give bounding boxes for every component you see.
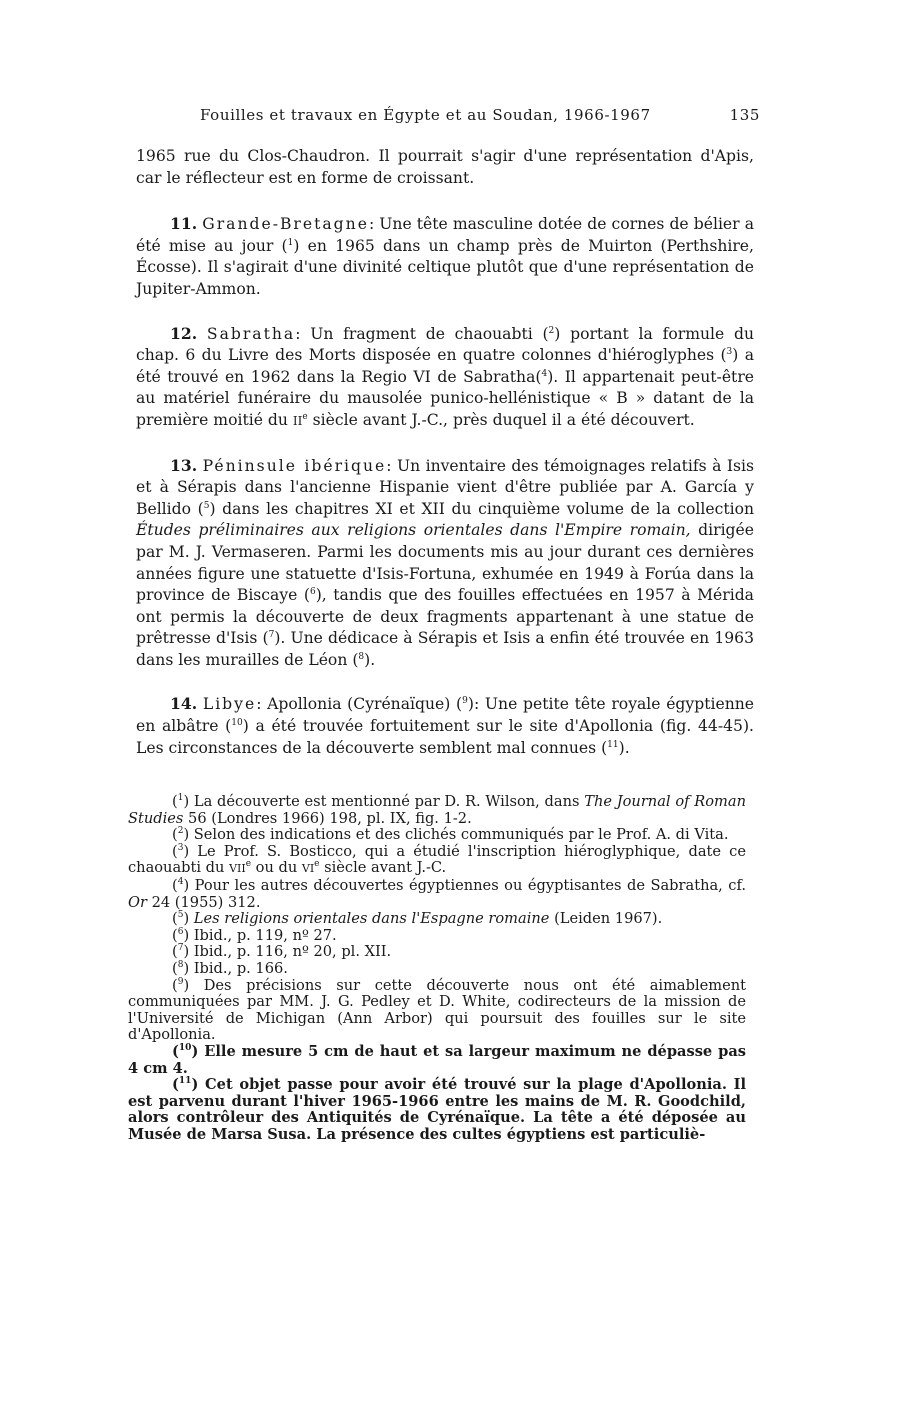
section-text: ): Une petite tête royale égyptienne en albâtre ( (136, 695, 755, 736)
section-number: 14. (170, 694, 198, 714)
footnote-mark: 7 (177, 943, 184, 954)
footnote-4: ($^4$) Pour les autres découvertes égyptiennes ou égyptisantes de Sabratha, cf. Or 24 (1955) 312. (128, 876, 746, 911)
section-text: ) dans les chapitres XI et XII du cinquième volume de la collection (209, 499, 755, 518)
book-title: Les religions orientales dans l'Espagne romaine (193, 910, 550, 928)
section-12 (136, 323, 754, 433)
footnote-2: ($^2$) Selon des indications et des clichés communiqués par le Prof. A. di Vita. (172, 826, 729, 844)
footnote-ref: 4 (541, 368, 548, 379)
section-number: 13. (170, 455, 198, 475)
section-text: ) a été trouvée fortuitement sur le site d'Apollonia (fig. 44-45). Les circonstances de la découverte semblent mal connues ( (136, 717, 755, 757)
footnotes (128, 794, 746, 1143)
intro-text: 1965 rue du Clos-Chaudron. Il pourrait s'agir d'une représentation d'Apis, car le réflecteur est en forme de croissant. (136, 147, 754, 187)
footnote-1: ($^1$) La découverte est mentionné par D. R. Wilson, dans The Journal of Roman Studies 56 (Londres 1966) 198, pl. IX, fig. 1-2. (128, 793, 746, 827)
section-number: 12. (170, 323, 198, 343)
main-text (136, 146, 754, 781)
footnote-mark: 4 (177, 877, 184, 888)
footnote-ref: 6 (309, 586, 316, 597)
footnote-text: Ibid., p. 116, nº 20, pl. XII. (189, 943, 392, 961)
running-header (200, 106, 760, 130)
footnote-mark: 10 (178, 1043, 192, 1054)
century-suffix: e (314, 859, 320, 870)
footnote-text: 24 (1955) 312. (146, 893, 261, 911)
footnote-mark: 5 (177, 910, 184, 921)
footnote-mark: 9 (177, 976, 184, 987)
footnote-9: ($^9$) Des précisions sur cette découverte nous ont été aimablement communiquées par MM. J. G. Pedley et D. White, codirecteurs de la mission de l'Université de Michigan (Ann Arbor) qui poursuit des fouilles sur le site d'Apollonia. (128, 976, 746, 1044)
footnote-11: ($^{11}$) Cet objet passe pour avoir été trouvé sur la plage d'Apollonia. Il est parvenu durant l'hiver 1965-1966 entre les mains de M. R. Goodchild, alors contrôleur des Antiquités de Cyrénaïque. La tête a été déposée au Musée de Marsa Susa. La présence des cultes égyptiens est particuliè- (128, 1076, 746, 1143)
footnote-mark: 2 (177, 826, 184, 837)
footnote-ref: 1 (287, 237, 294, 248)
footnote-6: ($^6$) Ibid., p. 119, nº 27. (172, 926, 337, 944)
footnote-text: Ibid., p. 119, nº 27. (189, 926, 337, 944)
century-numeral: VII (229, 862, 246, 876)
section-text: dirigée par M. J. Vermaseren. Parmi les documents mis au jour durant ces dernières années figure une statuette d'Isis-Fortuna, exhumée en 1949 à Forúa dans la province de Biscaye ( (136, 521, 754, 605)
section-text: ). Une dédicace à Sérapis et Isis a enfin été trouvée en 1963 dans les murailles de Léon ( (136, 629, 755, 669)
century-suffix: e (302, 411, 308, 422)
footnote-ref: 9 (462, 696, 468, 707)
section-number: 11. (170, 214, 198, 234)
footnote-mark: 3 (177, 842, 184, 853)
section-11 (136, 213, 754, 300)
section-text: siècle avant J.-C., près duquel il a été découvert. (307, 410, 695, 429)
section-14 (136, 693, 754, 759)
section-text: ) a été trouvé en 1962 dans la Regio VI de Sabratha( (136, 346, 754, 386)
section-text: : Une tête masculine dotée de cornes de bélier a été mise au jour ( (136, 215, 754, 255)
footnote-7: ($^7$) Ibid., p. 116, nº 20, pl. XII. (172, 943, 392, 961)
journal-abbrev: Or (128, 893, 147, 911)
section-place: Libye (202, 695, 257, 714)
header-title: Fouilles et travaux en Égypte et au Soudan, 1966-1967 (200, 106, 651, 124)
section-place: Sabratha (206, 324, 296, 343)
section-text: ) portant la formule du chap. 6 du Livre des Morts disposée en quatre colonnes d'hiéroglyphes ( (136, 324, 755, 365)
footnote-text: (Leiden 1967). (549, 910, 663, 928)
footnote-text: Selon des indications et des clichés communiqués par le Prof. A. di Vita. (189, 826, 729, 844)
footnote-ref: 8 (358, 651, 365, 662)
footnote-text: ou du (251, 859, 302, 877)
footnote-text: 56 (Londres 1966) 198, pl. IX, fig. 1-2. (183, 809, 472, 827)
section-place: Grande-Bretagne (202, 215, 369, 234)
footnote-8: ($^8$) Ibid., p. 166. (172, 959, 288, 977)
section-text: ), tandis que des fouilles effectuées en 1957 à Mérida ont permis la découverte de deux fragments appartenant à une statue de prêtresse d'Isis ( (136, 586, 754, 648)
section-text: : Apollonia (Cyrénaïque) ( (256, 695, 463, 714)
footnote-text: Cet objet passe pour avoir été trouvé sur la plage d'Apollonia. Il est parvenu durant l'hiver 1965-1966 entre les mains de M. R. Goodchild, alors contrôleur des Antiquités de Cyrénaïque. La tête a été déposée au Musée de Marsa Susa. La présence des cultes égyptiens est particuliè- (128, 1076, 746, 1143)
footnote-text: Le Prof. S. Bosticco, qui a étudié l'inscription hiéroglyphique, date ce chaouabti du (128, 842, 746, 877)
footnote-text: Des précisions sur cette découverte nous ont été aimablement communiquées par MM. J. G. Pedley et D. White, codirecteurs de la mission de l'Université de Michigan (Ann Arbor) qui poursuit des fouilles sur le site d'Apollonia. (128, 976, 746, 1044)
footnote-text: Pour les autres découvertes égyptiennes ou égyptisantes de Sabratha, cf. (189, 876, 746, 894)
footnote-text: Elle mesure 5 cm de haut et sa largeur maximum ne dépasse pas 4 cm 4. (128, 1042, 746, 1077)
section-text: ). (364, 650, 376, 669)
footnote-5: ($^5$) Les religions orientales dans l'Espagne romaine (Leiden 1967). (172, 910, 663, 928)
footnote-10: ($^{10}$) Elle mesure 5 cm de haut et sa largeur maximum ne dépasse pas 4 cm 4. (128, 1042, 746, 1077)
footnote-mark: 11 (178, 1076, 192, 1087)
section-text: ). (618, 738, 630, 757)
section-13 (136, 455, 754, 672)
footnote-text: La découverte est mentionné par D. R. Wilson, dans (189, 793, 585, 810)
section-text: ) en 1965 dans un champ près de Muirton (Perthshire, Écosse). Il s'agirait d'une divinité celtique plutôt que d'une représentation de Jupiter-Ammon. (136, 236, 754, 298)
century-numeral: VI (301, 862, 315, 876)
footnote-ref: 10 (231, 717, 243, 728)
footnote-mark: 1 (177, 793, 184, 804)
footnote-mark: 6 (177, 926, 184, 937)
footnote-ref: 7 (268, 630, 275, 641)
page-number: 135 (729, 106, 760, 124)
century-numeral: II (292, 413, 303, 428)
series-title: Études préliminaires aux religions orientales dans l'Empire romain, (136, 521, 691, 540)
footnote-text: siècle avant J.-C. (319, 859, 447, 877)
footnote-mark: 8 (177, 960, 184, 971)
footnote-text: Ibid., p. 166. (189, 959, 288, 977)
footnote-ref: 2 (548, 325, 555, 336)
century-suffix: e (245, 859, 252, 870)
footnote-3: ($^3$) Le Prof. S. Bosticco, qui a étudié l'inscription hiéroglyphique, date ce chaouabti du VIIe ou du VIe siècle avant J.-C. (128, 842, 746, 877)
footnote-ref: 5 (203, 500, 210, 511)
section-place: Péninsule ibérique (202, 456, 387, 475)
footnote-ref: 3 (726, 346, 733, 357)
section-text: : Un fragment de chaouabti ( (295, 324, 549, 343)
footnote-ref: 11 (607, 739, 619, 750)
section-text: : Un inventaire des témoignages relatifs à Isis et à Sérapis dans l'ancienne Hispanie vient d'être publiée par A. García y Bellido ( (136, 456, 754, 518)
continued-paragraph (136, 146, 754, 189)
section-text: ). Il appartenait peut-être au matériel funéraire du mausolée punico-hellénistique « B » datant de la première moitié du (136, 367, 754, 429)
journal-title: The Journal of Roman Studies (128, 793, 746, 827)
